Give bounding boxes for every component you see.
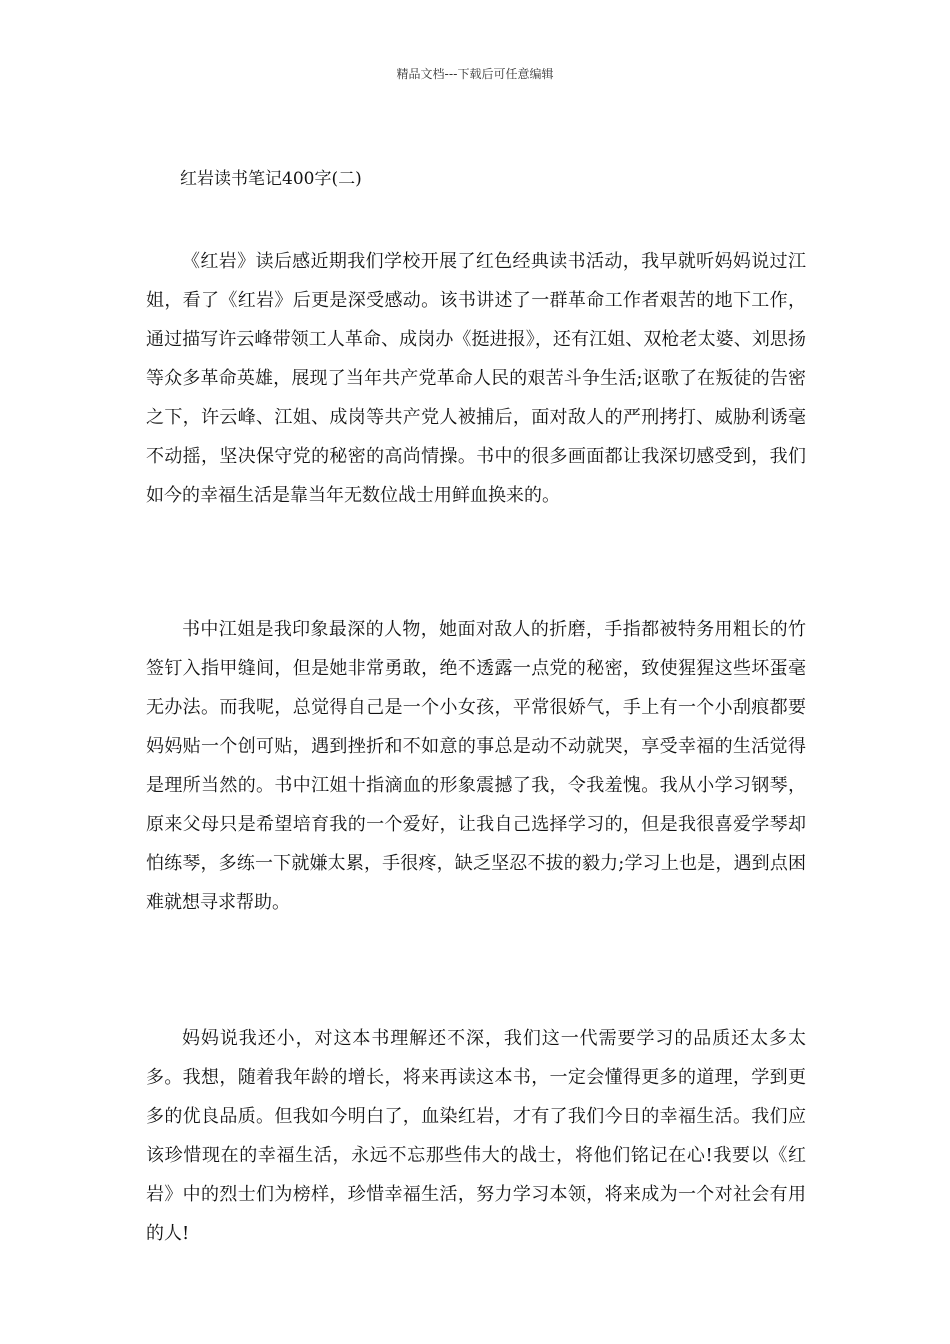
document-title: 红岩读书笔记400字(二) xyxy=(180,169,362,189)
paragraph-2: 书中江姐是我印象最深的人物，她面对敌人的折磨，手指都被特务用粗长的竹签钉入指甲缝间，但是她非常勇敢，绝不透露一点党的秘密，致使猩猩这些坏蛋毫无办法。而我呢，总觉得自己是一个小女孩，平常很娇气，手上有一个小刮痕都要妈妈贴一个创可贴，遇到挫折和不如意的事总是动不动就哭，享受幸福的生活觉得是理所当然的。书中江姐十指滴血的形象震撼了我，令我羞愧。我从小学习钢琴，原来父母只是希望培育我的一个爱好，让我自己选择学习的，但是我很喜爱学琴却怕练琴，多练一下就嫌太累，手很疼，缺乏坚忍不拔的毅力;学习上也是，遇到点困难就想寻求帮助。 xyxy=(146,619,806,913)
paragraph-3: 妈妈说我还小，对这本书理解还不深，我们这一代需要学习的品质还太多太多。我想，随着我年龄的增长，将来再读这本书，一定会懂得更多的道理，学到更多的优良品质。但我如今明白了，血染红岩，才有了我们今日的幸福生活。我们应该珍惜现在的幸福生活，永远不忘那些伟大的战士，将他们铭记在心!我要以《红岩》中的烈士们为榜样，珍惜幸福生活，努力学习本领，将来成为一个对社会有用的人! xyxy=(146,1028,806,1244)
paragraph-1: 《红岩》读后感近期我们学校开展了红色经典读书活动，我早就听妈妈说过江姐，看了《红岩》后更是深受感动。该书讲述了一群革命工作者艰苦的地下工作，通过描写许云峰带领工人革命、成岗办《挺进报》，还有江姐、双枪老太婆、刘思扬等众多革命英雄，展现了当年共产党革命人民的艰苦斗争生活;讴歌了在叛徒的告密之下，许云峰、江姐、成岗等共产党人被捕后，面对敌人的严刑拷打、威胁利诱毫不动摇，坚决保守党的秘密的高尚情操。书中的很多画面都让我深切感受到，我们如今的幸福生活是靠当年无数位战士用鲜血换来的。 xyxy=(146,251,806,506)
page-header-note: 精品文档---下载后可任意编辑 xyxy=(396,67,554,81)
